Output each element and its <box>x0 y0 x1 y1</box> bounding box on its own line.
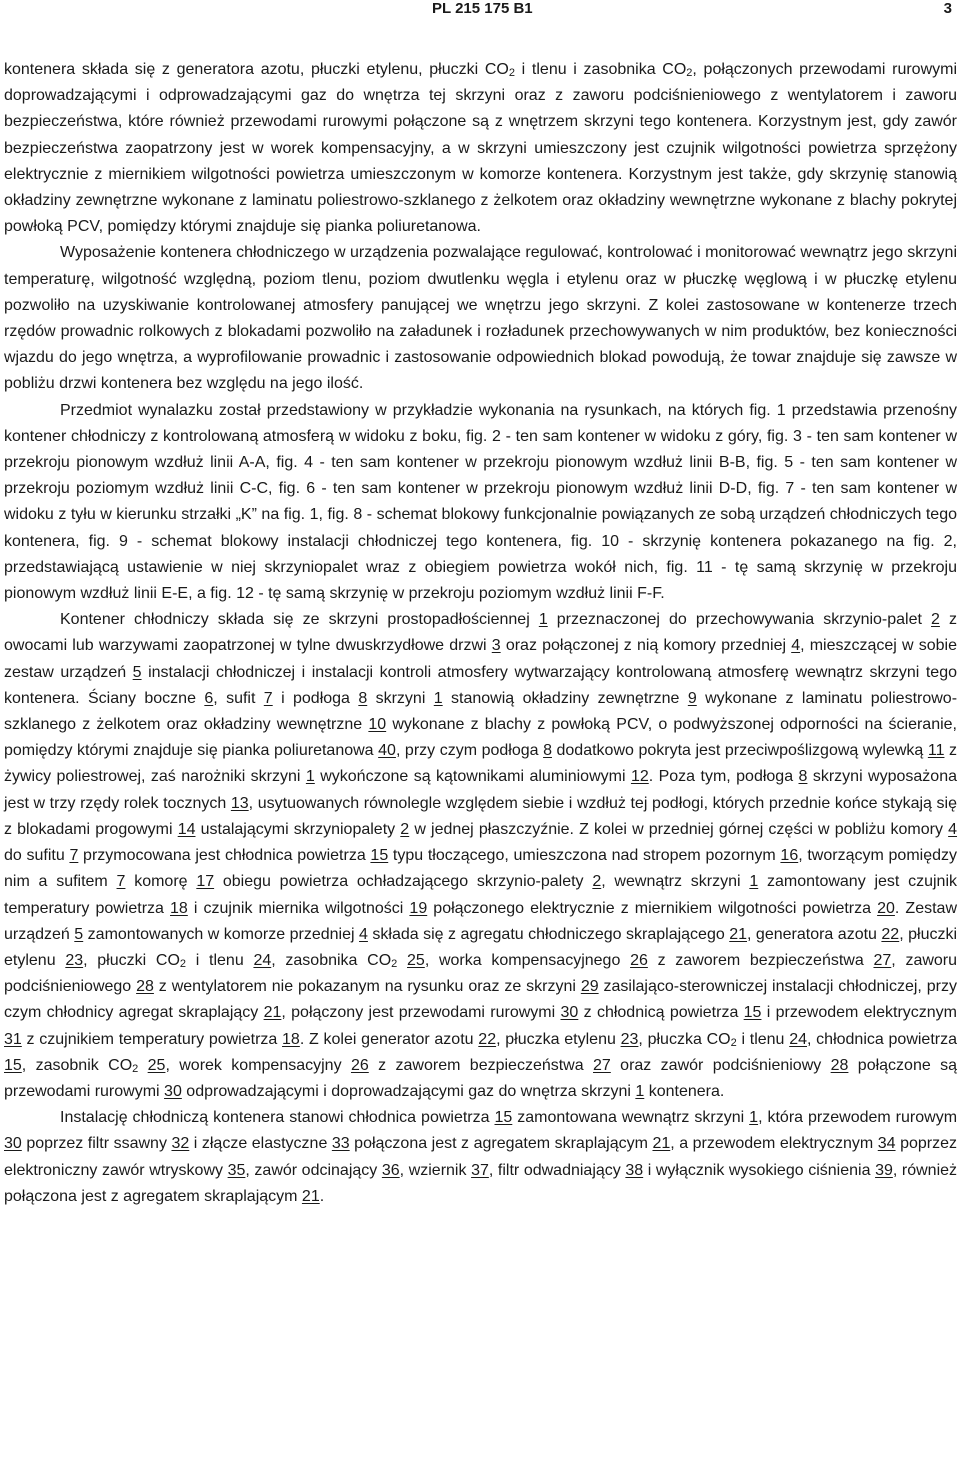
reference-number: 27 <box>593 1056 611 1074</box>
text-run: dodatkowo pokryta jest przeciwpoślizgową wylewką <box>551 742 928 760</box>
reference-number: 15 <box>494 1109 513 1127</box>
reference-number: 2 <box>931 611 940 629</box>
page-header <box>0 0 960 22</box>
document-id: PL 215 175 B1 <box>432 0 533 17</box>
reference-number: 2 <box>592 873 602 891</box>
subscript: 2 <box>730 1036 737 1049</box>
reference-number: 23 <box>65 951 84 969</box>
subscript: 2 <box>686 67 693 79</box>
text-run: oraz zawór podciśnieniowy <box>610 1056 831 1074</box>
text-run: . Z kolei generator azotu <box>299 1030 479 1048</box>
reference-number: 21 <box>652 1135 671 1153</box>
text-run: , przy czym podłoga <box>395 742 544 760</box>
reference-number: 32 <box>171 1135 190 1153</box>
reference-number: 1 <box>305 768 315 786</box>
text-run: skrzyni wyposażona jest w trzy rzędy rolek tocznych <box>4 768 957 812</box>
text-run: zamontowanych w komorze przedniej <box>83 925 360 943</box>
reference-number: 7 <box>116 873 126 891</box>
reference-number: 7 <box>69 847 79 865</box>
text-run: i czujnik miernika wilgotności <box>187 899 410 917</box>
document-body <box>4 57 957 1210</box>
text-run: instalacji chłodniczej i instalacji kontroli atmosfery wytwarzający kontrolowaną atmosferę wewnątrz skrzyni tego kontenera. Ściany boczne <box>4 663 957 707</box>
text-run: Kontener chłodniczy składa się ze skrzyni prostopadłościennej <box>60 611 539 629</box>
reference-number: 4 <box>791 637 801 655</box>
reference-number: 26 <box>350 1056 369 1074</box>
reference-number: 8 <box>798 768 808 786</box>
text-run: z wentylatorem nie pokazanym na rysunku oraz ze skrzyni <box>153 978 581 996</box>
paragraph <box>4 1105 957 1210</box>
reference-number: 24 <box>253 951 272 969</box>
text-run: , zasobnika CO <box>271 951 392 969</box>
text-run: i podłoga <box>272 689 359 707</box>
reference-number: 5 <box>74 925 84 943</box>
reference-number: 38 <box>625 1161 644 1179</box>
reference-number: 9 <box>687 689 697 707</box>
reference-number: 30 <box>4 1135 22 1153</box>
reference-number: 4 <box>359 925 368 943</box>
text-run: , wziernik <box>399 1161 472 1179</box>
paragraph <box>4 398 957 608</box>
text-run: do sufitu <box>4 847 70 865</box>
text-run: . Zestaw urządzeń <box>4 899 958 943</box>
text-run: połączone są przewodami rurowymi <box>4 1056 958 1100</box>
reference-number: 27 <box>873 951 892 969</box>
text-run: poprzez filtr ssawny <box>21 1135 172 1153</box>
reference-number: 7 <box>263 689 273 707</box>
text-run: , zawór odcinający <box>245 1161 382 1179</box>
text-run: i tlenu <box>736 1030 790 1048</box>
reference-number: 20 <box>877 899 895 917</box>
text-run: z chłodnicą powietrza <box>578 1004 744 1022</box>
reference-number: 39 <box>875 1161 893 1179</box>
reference-number: 22 <box>881 925 900 943</box>
reference-number: 17 <box>196 873 215 891</box>
text-run: komorę <box>125 873 197 891</box>
reference-number: 23 <box>620 1030 639 1048</box>
reference-number: 8 <box>358 689 368 707</box>
text-run: , płuczki CO <box>83 951 180 969</box>
text-run: , chłodnica powietrza <box>807 1030 958 1048</box>
text-run: w jednej płaszczyźnie. Z kolei w przedniej górnej części w pobliżu komory <box>409 820 949 838</box>
subscript: 2 <box>508 67 515 79</box>
reference-number: 34 <box>877 1135 896 1153</box>
reference-number: 37 <box>471 1161 489 1179</box>
page-number: 3 <box>943 0 952 17</box>
text-run: ustalającymi skrzyniopalety <box>195 820 401 838</box>
text-run: , tworzącym pomiędzy nim a sufitem <box>4 847 957 891</box>
reference-number: 35 <box>227 1161 246 1179</box>
text-run: , również połączona jest z agregatem skraplającym <box>4 1161 958 1205</box>
text-run <box>397 952 407 969</box>
reference-number: 1 <box>749 1109 759 1127</box>
reference-number: 11 <box>927 742 945 760</box>
reference-number: 33 <box>331 1135 350 1153</box>
reference-number: 21 <box>301 1187 320 1205</box>
text-run: i tlenu i zasobnika CO <box>515 61 687 78</box>
reference-number: 14 <box>177 820 196 838</box>
reference-number: 1 <box>635 1082 645 1100</box>
paragraph <box>4 57 957 240</box>
text-run: z owocami lub warzywami zaopatrzonej w tylne dwuskrzydłowe drzwi <box>4 611 957 655</box>
text-run: , sufit <box>213 689 264 707</box>
text-run: odprowadzającymi i doprowadzającymi gaz do wnętrza skrzyni <box>181 1082 636 1100</box>
text-run: kontenera. <box>644 1082 725 1100</box>
reference-number: 30 <box>560 1004 579 1022</box>
reference-number: 30 <box>164 1082 182 1100</box>
text-run: zasilająco-sterowniczej instalacji chłodniczej, przy czym chłodnicy agregat skraplający <box>4 978 957 1022</box>
text-run: zamontowany jest czujnik temperatury powietrza <box>4 873 958 917</box>
subscript: 2 <box>391 957 398 970</box>
text-run: , płuczki etylenu <box>4 925 958 969</box>
reference-number: 12 <box>630 768 649 786</box>
reference-number: 18 <box>282 1030 300 1048</box>
paragraph <box>4 607 957 1105</box>
text-run: przeznaczonej do przechowywania skrzynio-palet <box>547 611 932 629</box>
text-run: . Poza tym, podłoga <box>648 768 799 786</box>
reference-number: 24 <box>789 1030 807 1048</box>
subscript: 2 <box>132 1062 139 1075</box>
reference-number: 3 <box>491 637 501 655</box>
reference-number: 25 <box>147 1056 166 1074</box>
reference-number: 40 <box>378 742 396 760</box>
text-run: , worek kompensacyjny <box>165 1056 351 1074</box>
reference-number: 1 <box>538 611 548 629</box>
text-run: i tlenu <box>186 951 254 969</box>
reference-number: 19 <box>409 899 428 917</box>
text-run: Instalację chłodniczą kontenera stanowi chłodnica powietrza <box>60 1109 495 1127</box>
reference-number: 15 <box>743 1004 762 1022</box>
reference-number: 4 <box>948 820 958 838</box>
text-run: z żywicy poliestrowej, zaś narożniki skrzyni <box>4 742 958 786</box>
text-run: , generatora azotu <box>747 925 882 943</box>
text-run: składa się z agregatu chłodniczego skraplającego <box>367 925 730 943</box>
reference-number: 25 <box>407 951 425 969</box>
text-run: , filtr odwadniający <box>488 1161 626 1179</box>
text-run: poprzez elektroniczny zawór wtryskowy <box>4 1135 957 1179</box>
reference-number: 21 <box>263 1004 282 1022</box>
text-run: , wewnątrz skrzyni <box>601 873 750 891</box>
reference-number: 1 <box>749 873 759 891</box>
text-run: wykonane z blachy z powłoką PCV, o podwyższonej odporności na ścieranie, pomiędzy którymi znajduje się pianka poliuretanowa <box>4 716 957 760</box>
text-run: skrzyni <box>367 689 434 707</box>
text-run: typu tłoczącego, umieszczona nad stropem pozornym <box>388 847 781 865</box>
text-run: . <box>319 1187 325 1205</box>
reference-number: 28 <box>136 978 154 996</box>
reference-number: 26 <box>630 951 648 969</box>
reference-number: 18 <box>170 899 188 917</box>
text-run: kontenera składa się z generatora azotu, płuczki etylenu, płuczki CO <box>4 61 509 78</box>
text-run: wykonane z laminatu poliestrowo-szklanego z żelkotem oraz okładziny wewnętrzne <box>4 689 958 734</box>
text-run: z czujnikiem temperatury powietrza <box>21 1030 283 1048</box>
text-run: stanowią okładziny zewnętrzne <box>442 689 688 707</box>
reference-number: 22 <box>478 1030 497 1048</box>
text-run: , połączony jest przewodami rurowymi <box>281 1004 561 1022</box>
text-run: i złącze elastyczne <box>189 1135 332 1153</box>
reference-number: 15 <box>370 847 389 865</box>
reference-number: 15 <box>4 1056 22 1074</box>
paragraph <box>4 240 957 397</box>
reference-number: 10 <box>368 716 387 734</box>
text-run: połączona jest z agregatem skraplającym <box>349 1135 653 1153</box>
subscript: 2 <box>179 957 187 970</box>
reference-number: 28 <box>830 1056 849 1074</box>
text-run: Przedmiot wynalazku został przedstawiony w przykładzie wykonania na rysunkach, na których fig. 1 przedstawia przenośny kontener chłodniczy z kontrolowaną atmosferą w widoku z boku, fig. 2 - ten sam kontener w widoku z góry, fig. 3 - ten sam kontener w przekroju pionowym wzdłuż linii A-A, fig. 4 - ten sam kontener w przekroju pionowym wzdłuż linii B-B, fig. 5 - ten sam kontener w przekroju poziomym wzdłuż linii C-C, fig. 6 - ten sam kontener w przekroju pionowym wzdłuż linii D-D, fig. 7 - ten sam kontener w widoku z tyłu w kierunku strzałki „K” na fig. 1, fig. 8 - schemat blokowy funkcjonalnie powiązanych ze sobą urządzeń chłodniczych tego kontenera, fig. 9 - schemat blokowy instalacji chłodniczej tego kontenera, fig. 10 - skrzynię kontenera pokazanego na fig. 2, przedstawiającą ustawienie w niej skrzyniopalet wraz z obiegiem powietrza wokół nich, fig. 11 - tę samą skrzynię w przekroju pionowym wzdłuż linii E-E, a fig. 12 - tę samą skrzynię w przekroju poziomym wzdłuż linii F-F. <box>4 401 957 603</box>
text-run: przymocowana jest chłodnica powietrza <box>78 847 371 865</box>
reference-number: 13 <box>230 794 249 812</box>
text-run: , a przewodem elektrycznym <box>670 1135 878 1153</box>
text-run: obiegu powietrza ochładzającego skrzynio-palety <box>214 873 593 891</box>
text-run: , płuczka CO <box>638 1030 731 1048</box>
text-run: , zasobnik CO <box>21 1056 133 1074</box>
text-run: Wyposażenie kontenera chłodniczego w urządzenia pozwalające regulować, kontrolować i monitorować wewnątrz jego skrzyni temperaturę, wilgotność względną, poziom tlenu, poziom dwutlenku węgla i etylenu oraz w płuczkę węglową i w płuczkę etylenu pozwoliło na uzyskiwanie kontrolowanej atmosfery panującej we wnętrzu jego skrzyni. Z kolei zastosowane w kontenerze trzech rzędów prowadnic rolkowych z blokadami pozwoliło na załadunek i rozładunek przechowywanych w nim produktów, bez konieczności wjazdu do jego wnętrza, a wyprofilowanie prowadnic i zastosowanie odpowiednich blokad powodują, że towar znajduje się zawsze w pobliżu drzwi kontenera bez względu na jego ilość. <box>4 244 957 393</box>
reference-number: 6 <box>204 689 214 707</box>
text-run: wykończone są kątownikami aluminiowymi <box>314 768 631 786</box>
text-run <box>138 1057 147 1074</box>
reference-number: 16 <box>780 847 799 865</box>
text-run: połączonego elektrycznie z miernikiem wilgotności powietrza <box>427 899 878 917</box>
reference-number: 1 <box>433 689 443 707</box>
text-run: , zaworu podciśnieniowego <box>4 951 958 996</box>
text-run: , która przewodem rurowym <box>758 1109 958 1127</box>
text-run: i przewodem elektrycznym <box>761 1004 958 1022</box>
reference-number: 5 <box>132 663 142 681</box>
text-run: , mieszczącej w sobie zestaw urządzeń <box>4 637 958 681</box>
text-run: , płuczka etylenu <box>496 1030 621 1048</box>
reference-number: 21 <box>729 925 748 943</box>
text-run: zamontowana wewnątrz skrzyni <box>512 1109 750 1127</box>
text-run: i wyłącznik wysokiego ciśnienia <box>643 1161 876 1179</box>
text-run: , usytuowanych równolegle względem siebie i wzdłuż tej podłogi, których przednie końce stykają się z blokadami progowymi <box>4 794 958 838</box>
text-run: , worka kompensacyjnego <box>424 951 631 969</box>
reference-number: 8 <box>543 742 552 760</box>
text-run: , połączonych przewodami rurowymi doprowadzającymi i odprowadzającymi gaz do wnętrza tej skrzyni oraz z zaworu podciśnieniowego z wentylatorem i zaworu bezpieczeństwa, które również przewodami rurowymi połączone są z wnętrzem skrzyni tego kontenera. Korzystnym jest, gdy zawór bezpieczeństwa zaopatrzony jest w worek kompensacyjny, a w skrzyni umieszczony jest czujnik wilgotności powietrza sprzężony elektrycznie z miernikiem wilgotności powietrza umieszczonym w komorze kontenera. Korzystnym jest także, gdy skrzynię stanowią okładziny zewnętrzne wykonane z laminatu poliestrowo-szklanego z żelkotem oraz okładziny wewnętrzne wykonane z blachy pokrytej powłoką PCV, pomiędzy którymi znajduje się pianka poliuretanowa. <box>4 61 958 236</box>
text-run: z zaworem bezpieczeństwa <box>647 951 874 969</box>
text-run: z zaworem bezpieczeństwa <box>368 1056 594 1074</box>
reference-number: 36 <box>381 1161 400 1179</box>
reference-number: 31 <box>4 1030 22 1048</box>
reference-number: 29 <box>580 978 599 996</box>
text-run: oraz połączonej z nią komory przedniej <box>500 637 792 655</box>
reference-number: 2 <box>400 820 410 838</box>
